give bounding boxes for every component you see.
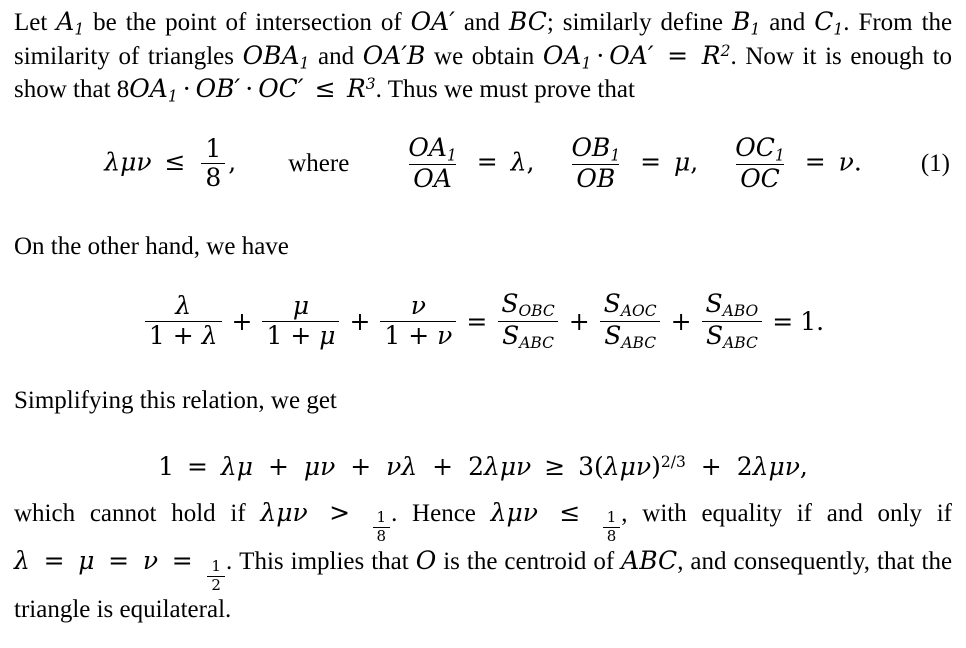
eq1-r1-den: OA	[409, 164, 456, 193]
p4-f2-num: 1	[606, 508, 617, 527]
symbol-leq-1: ≤	[314, 74, 336, 103]
eq1-ratio-1	[401, 132, 535, 194]
p4-is-centroid: is the centroid of	[443, 548, 615, 576]
equation-1	[0, 132, 966, 194]
p4-frac-one-eighth-1	[373, 510, 391, 545]
symbol-C1: $C_1$	[814, 7, 844, 39]
p1-text-intersection: be the point of intersection of	[93, 9, 402, 36]
p4-f1-den: 8	[373, 527, 391, 545]
symbol-R2: $R^2$	[701, 40, 731, 70]
symbol-OA1: $OA_1$	[542, 40, 592, 72]
eq1-nu: ν.	[838, 147, 862, 177]
p4-f3-den: 2	[207, 576, 225, 594]
p4-cannot-hold: which cannot hold if	[14, 499, 246, 527]
eq2-ratio-1	[494, 291, 561, 351]
eq1-lambda: λ,	[510, 147, 535, 177]
eq2-t1-num: λ	[175, 291, 192, 321]
p4-lambdamunu-2: λμν ≤ $\frac{1}{8}$	[491, 498, 622, 527]
eq2-t2-num: μ	[292, 291, 310, 321]
symbol-A1: $A_1$	[56, 7, 85, 39]
symbol-cdot-2: ·	[182, 74, 191, 103]
eq1-frac-OB1-OB	[567, 132, 624, 194]
p2-text: On the other hand, we have	[14, 232, 289, 260]
p4-this-implies: . This implies that	[225, 548, 409, 576]
eq2-frac-lambda	[145, 293, 222, 349]
symbol-OAprimeB: OA′B	[362, 40, 426, 70]
p1-thus-prove: . Thus we must prove that	[375, 76, 635, 103]
symbol-OBA1: $OBA_1$	[242, 40, 310, 72]
symbol-OAprime-2: OA′	[609, 40, 654, 70]
symbol-OA1-b: $OA_1$	[129, 74, 178, 106]
eq1-r3-den: OC	[736, 164, 784, 193]
p3-text: Simplifying this relation, we get	[14, 387, 337, 415]
eq2-t3-den: 1 + ν	[380, 321, 456, 350]
p1-from-sim: . From the similarity of triangles	[14, 9, 953, 70]
eq2-r1-den: SABC	[498, 321, 558, 351]
p4-with-equality: , with equality if and only if	[621, 499, 953, 527]
eq2-ratio-2	[597, 291, 664, 351]
paragraph-2	[14, 231, 952, 264]
eq3-expression: $1 = \lambda\mu + \mu\nu + \nu\lambda + 2\lambda\mu\nu \ge 3(\lambda\mu\nu)^{2/3} + 2\lambda\mu\nu$,	[158, 451, 808, 481]
eq1-fraction-one-eighth	[201, 133, 225, 193]
eq1-r2-den: OB	[572, 164, 619, 193]
symbol-ABC: ABC	[621, 546, 678, 576]
p4-frac-one-half	[207, 559, 225, 594]
spacer-5	[0, 418, 966, 432]
p4-f1-num: 1	[376, 508, 387, 527]
spacer-2	[0, 201, 966, 219]
eq2-term-1	[142, 293, 225, 349]
eq2-r3-den: SABC	[702, 321, 762, 351]
p1-text-let: Let	[14, 9, 48, 36]
equation-3	[0, 452, 966, 481]
symbol-equals-1: =	[667, 40, 689, 70]
eq2-t3-num: ν	[410, 291, 426, 321]
p4-consequently: , and consequently, that the triangle is equilateral.	[14, 548, 953, 623]
eq1-frac-num: 1	[205, 133, 222, 163]
eq2-equals-1: =	[466, 306, 488, 336]
eq2-t1-den: 1 + λ	[145, 321, 222, 350]
symbol-cdot-1: ·	[596, 40, 605, 70]
eq1-eq-1: =	[476, 147, 498, 177]
eq1-mu: μ,	[674, 147, 699, 177]
equation-number-1: (1)	[920, 149, 950, 177]
eq2-frac-SABO	[702, 291, 763, 351]
eq2-result: 1.	[800, 306, 825, 336]
eq1-ratio-3	[728, 132, 862, 194]
spacer-1	[0, 107, 966, 125]
eq2-plus-4: +	[670, 306, 692, 336]
eq1-ratio-2	[564, 132, 699, 194]
eq2-r3-num: SABO	[705, 289, 759, 321]
eq1-eq-2: =	[640, 147, 662, 177]
paragraph-3	[14, 385, 952, 418]
eq2-r2-den: SABC	[600, 321, 660, 351]
p4-hence: . Hence	[391, 499, 476, 527]
eq2-plus-2: +	[349, 306, 371, 336]
symbol-OCprime: OC′	[258, 74, 304, 103]
p4-equal-values: λ = μ = ν = $\frac{1}{2}$	[14, 546, 226, 575]
p1-and-2: and	[769, 9, 806, 36]
p4-frac-one-eighth-2	[603, 510, 621, 545]
symbol-OA-prime: OA′	[410, 7, 455, 36]
eq2-frac-nu	[380, 293, 456, 349]
eq1-frac-den: 8	[201, 163, 225, 192]
eq2-equals-2: =	[772, 306, 794, 336]
eq2-r2-num: SAOC	[603, 289, 657, 321]
eq2-plus-3: +	[568, 306, 590, 336]
p4-f2-den: 8	[603, 527, 621, 545]
eq1-where-label: where	[288, 149, 350, 177]
symbol-R3: $R^3$	[346, 74, 376, 103]
spacer-4	[0, 357, 966, 375]
p1-we-obtain: we obtain	[434, 42, 535, 70]
eq1-frac-OC1-OC	[731, 132, 789, 194]
symbol-cdot-3: ·	[245, 74, 254, 103]
eq2-frac-SOBC	[497, 291, 558, 351]
symbol-O: O	[415, 546, 437, 576]
eq2-term-3	[377, 293, 459, 349]
p4-lambdamunu-1: λμν > $\frac{1}{8}$	[260, 498, 391, 527]
symbol-OBprime: OB′	[195, 74, 241, 103]
eq2-t2-den: 1 + μ	[262, 321, 339, 350]
p1-now-enough: . Now it is enough to show that 8	[14, 42, 953, 103]
eq1-frac-OA1-OA	[404, 132, 460, 194]
paragraph-4	[14, 497, 952, 627]
eq2-ratio-3	[699, 291, 766, 351]
eq2-frac-mu	[262, 293, 339, 349]
equation-2	[0, 291, 966, 351]
p4-f3-num: 1	[211, 557, 221, 575]
p1-similarly: ; similarly define	[546, 9, 724, 36]
eq1-eq-3: =	[804, 147, 826, 177]
symbol-BC: BC	[508, 7, 547, 36]
eq2-frac-SAOC	[600, 291, 661, 351]
eq2-r1-num: SOBC	[501, 289, 555, 321]
eq1-r3-num: $OC_1$	[735, 132, 785, 164]
eq2-term-2	[259, 293, 342, 349]
eq1-lhs: λμν ≤ $\frac{1}{8}$ ,	[104, 133, 237, 193]
p1-and-1: and	[463, 9, 500, 36]
eq1-r2-num: $OB_1$	[571, 132, 621, 164]
eq1-r1-num: $OA_1$	[408, 132, 457, 164]
eq1-leq: ≤	[164, 147, 186, 177]
spacer-3	[0, 263, 966, 277]
p1-and-3: and	[318, 42, 355, 70]
eq2-plus-1: +	[231, 306, 253, 336]
symbol-B1: $B_1$	[731, 7, 761, 39]
paragraph-1	[14, 0, 952, 107]
